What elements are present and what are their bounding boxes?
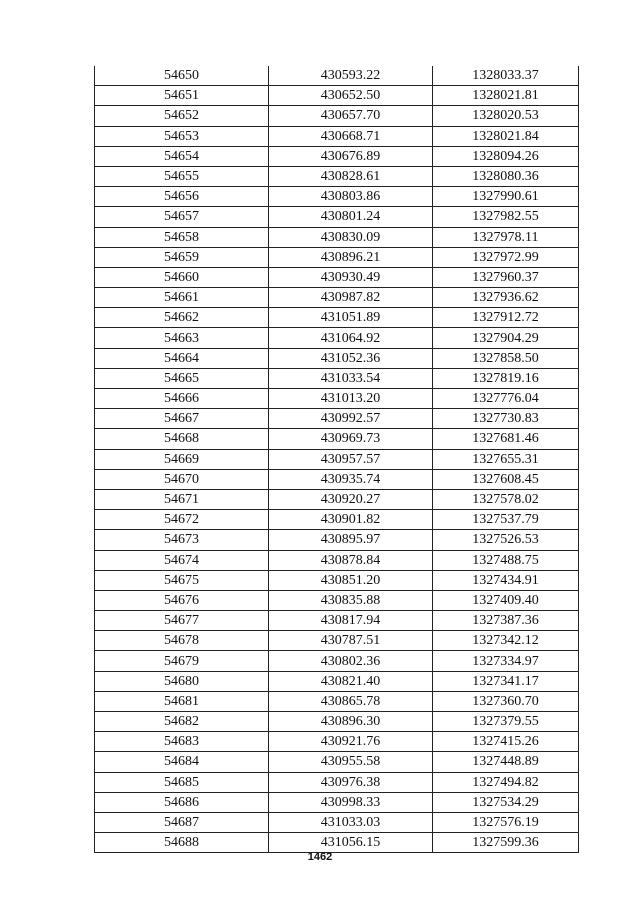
x-coordinate-cell: 430896.21	[269, 247, 433, 267]
table-row	[95, 429, 579, 449]
coordinates-table-body	[95, 66, 579, 853]
y-coordinate-cell: 1327576.19	[433, 812, 579, 832]
table-row	[95, 510, 579, 530]
point-id-cell: 54678	[95, 631, 269, 651]
y-coordinate-cell: 1327681.46	[433, 429, 579, 449]
point-id-cell: 54653	[95, 126, 269, 146]
table-row	[95, 126, 579, 146]
table-row	[95, 530, 579, 550]
table-row	[95, 631, 579, 651]
y-coordinate-cell: 1327776.04	[433, 389, 579, 409]
point-id-cell: 54662	[95, 308, 269, 328]
x-coordinate-cell: 430817.94	[269, 611, 433, 631]
y-coordinate-cell: 1328021.84	[433, 126, 579, 146]
y-coordinate-cell: 1328033.37	[433, 66, 579, 86]
table-row	[95, 247, 579, 267]
point-id-cell: 54683	[95, 732, 269, 752]
y-coordinate-cell: 1328020.53	[433, 106, 579, 126]
point-id-cell: 54658	[95, 227, 269, 247]
point-id-cell: 54677	[95, 611, 269, 631]
point-id-cell: 54686	[95, 792, 269, 812]
point-id-cell: 54663	[95, 328, 269, 348]
y-coordinate-cell: 1327578.02	[433, 489, 579, 509]
x-coordinate-cell: 430676.89	[269, 146, 433, 166]
x-coordinate-cell: 431064.92	[269, 328, 433, 348]
point-id-cell: 54661	[95, 288, 269, 308]
y-coordinate-cell: 1327334.97	[433, 651, 579, 671]
table-row	[95, 207, 579, 227]
table-row	[95, 611, 579, 631]
x-coordinate-cell: 431056.15	[269, 833, 433, 853]
table-row	[95, 590, 579, 610]
point-id-cell: 54657	[95, 207, 269, 227]
point-id-cell: 54656	[95, 187, 269, 207]
table-row	[95, 267, 579, 287]
table-row	[95, 772, 579, 792]
x-coordinate-cell: 430652.50	[269, 86, 433, 106]
point-id-cell: 54685	[95, 772, 269, 792]
x-coordinate-cell: 430830.09	[269, 227, 433, 247]
point-id-cell: 54668	[95, 429, 269, 449]
table-row	[95, 651, 579, 671]
point-id-cell: 54675	[95, 570, 269, 590]
point-id-cell: 54674	[95, 550, 269, 570]
point-id-cell: 54655	[95, 166, 269, 186]
table-row	[95, 288, 579, 308]
x-coordinate-cell: 430901.82	[269, 510, 433, 530]
y-coordinate-cell: 1327409.40	[433, 590, 579, 610]
x-coordinate-cell: 430835.88	[269, 590, 433, 610]
table-row	[95, 449, 579, 469]
x-coordinate-cell: 430803.86	[269, 187, 433, 207]
y-coordinate-cell: 1327655.31	[433, 449, 579, 469]
y-coordinate-cell: 1327972.99	[433, 247, 579, 267]
x-coordinate-cell: 430593.22	[269, 66, 433, 86]
y-coordinate-cell: 1327387.36	[433, 611, 579, 631]
table-row	[95, 106, 579, 126]
point-id-cell: 54684	[95, 752, 269, 772]
table-row	[95, 469, 579, 489]
point-id-cell: 54651	[95, 86, 269, 106]
y-coordinate-cell: 1327379.55	[433, 712, 579, 732]
y-coordinate-cell: 1327990.61	[433, 187, 579, 207]
y-coordinate-cell: 1327819.16	[433, 368, 579, 388]
point-id-cell: 54672	[95, 510, 269, 530]
y-coordinate-cell: 1327960.37	[433, 267, 579, 287]
x-coordinate-cell: 430821.40	[269, 671, 433, 691]
point-id-cell: 54682	[95, 712, 269, 732]
table-row	[95, 489, 579, 509]
table-row	[95, 732, 579, 752]
y-coordinate-cell: 1328094.26	[433, 146, 579, 166]
table-row	[95, 86, 579, 106]
y-coordinate-cell: 1327730.83	[433, 409, 579, 429]
table-row	[95, 792, 579, 812]
y-coordinate-cell: 1327912.72	[433, 308, 579, 328]
x-coordinate-cell: 431052.36	[269, 348, 433, 368]
y-coordinate-cell: 1327608.45	[433, 469, 579, 489]
table-row	[95, 812, 579, 832]
y-coordinate-cell: 1327858.50	[433, 348, 579, 368]
x-coordinate-cell: 430865.78	[269, 691, 433, 711]
table-row	[95, 146, 579, 166]
y-coordinate-cell: 1328080.36	[433, 166, 579, 186]
point-id-cell: 54666	[95, 389, 269, 409]
x-coordinate-cell: 430828.61	[269, 166, 433, 186]
y-coordinate-cell: 1327448.89	[433, 752, 579, 772]
y-coordinate-cell: 1327415.26	[433, 732, 579, 752]
table-row	[95, 691, 579, 711]
point-id-cell: 54673	[95, 530, 269, 550]
x-coordinate-cell: 430801.24	[269, 207, 433, 227]
x-coordinate-cell: 430998.33	[269, 792, 433, 812]
y-coordinate-cell: 1327526.53	[433, 530, 579, 550]
y-coordinate-cell: 1327599.36	[433, 833, 579, 853]
x-coordinate-cell: 430976.38	[269, 772, 433, 792]
y-coordinate-cell: 1327342.12	[433, 631, 579, 651]
y-coordinate-cell: 1327978.11	[433, 227, 579, 247]
table-row	[95, 368, 579, 388]
point-id-cell: 54669	[95, 449, 269, 469]
x-coordinate-cell: 430930.49	[269, 267, 433, 287]
table-row	[95, 187, 579, 207]
x-coordinate-cell: 430851.20	[269, 570, 433, 590]
x-coordinate-cell: 430787.51	[269, 631, 433, 651]
point-id-cell: 54654	[95, 146, 269, 166]
page-number: 1462	[307, 851, 333, 863]
y-coordinate-cell: 1327534.29	[433, 792, 579, 812]
table-row	[95, 570, 579, 590]
x-coordinate-cell: 430957.57	[269, 449, 433, 469]
x-coordinate-cell: 430802.36	[269, 651, 433, 671]
x-coordinate-cell: 430987.82	[269, 288, 433, 308]
point-id-cell: 54667	[95, 409, 269, 429]
point-id-cell: 54687	[95, 812, 269, 832]
x-coordinate-cell: 430896.30	[269, 712, 433, 732]
point-id-cell: 54679	[95, 651, 269, 671]
point-id-cell: 54659	[95, 247, 269, 267]
table-row	[95, 833, 579, 853]
x-coordinate-cell: 430921.76	[269, 732, 433, 752]
x-coordinate-cell: 431033.54	[269, 368, 433, 388]
table-row	[95, 227, 579, 247]
y-coordinate-cell: 1327360.70	[433, 691, 579, 711]
x-coordinate-cell: 430657.70	[269, 106, 433, 126]
table-row	[95, 348, 579, 368]
table-row	[95, 409, 579, 429]
table-row	[95, 308, 579, 328]
y-coordinate-cell: 1327982.55	[433, 207, 579, 227]
point-id-cell: 54688	[95, 833, 269, 853]
table-row	[95, 550, 579, 570]
x-coordinate-cell: 431051.89	[269, 308, 433, 328]
x-coordinate-cell: 431013.20	[269, 389, 433, 409]
x-coordinate-cell: 431033.03	[269, 812, 433, 832]
x-coordinate-cell: 430920.27	[269, 489, 433, 509]
x-coordinate-cell: 430969.73	[269, 429, 433, 449]
point-id-cell: 54652	[95, 106, 269, 126]
point-id-cell: 54670	[95, 469, 269, 489]
point-id-cell: 54671	[95, 489, 269, 509]
table-row	[95, 752, 579, 772]
table-row	[95, 66, 579, 86]
x-coordinate-cell: 430935.74	[269, 469, 433, 489]
point-id-cell: 54676	[95, 590, 269, 610]
y-coordinate-cell: 1328021.81	[433, 86, 579, 106]
x-coordinate-cell: 430668.71	[269, 126, 433, 146]
coordinates-table	[94, 66, 579, 853]
point-id-cell: 54664	[95, 348, 269, 368]
table-row	[95, 328, 579, 348]
y-coordinate-cell: 1327488.75	[433, 550, 579, 570]
point-id-cell: 54665	[95, 368, 269, 388]
x-coordinate-cell: 430955.58	[269, 752, 433, 772]
x-coordinate-cell: 430992.57	[269, 409, 433, 429]
table-row	[95, 166, 579, 186]
y-coordinate-cell: 1327537.79	[433, 510, 579, 530]
table-row	[95, 712, 579, 732]
point-id-cell: 54681	[95, 691, 269, 711]
y-coordinate-cell: 1327434.91	[433, 570, 579, 590]
point-id-cell: 54680	[95, 671, 269, 691]
x-coordinate-cell: 430895.97	[269, 530, 433, 550]
point-id-cell: 54650	[95, 66, 269, 86]
table-row	[95, 389, 579, 409]
y-coordinate-cell: 1327936.62	[433, 288, 579, 308]
point-id-cell: 54660	[95, 267, 269, 287]
table-row	[95, 671, 579, 691]
x-coordinate-cell: 430878.84	[269, 550, 433, 570]
y-coordinate-cell: 1327494.82	[433, 772, 579, 792]
y-coordinate-cell: 1327341.17	[433, 671, 579, 691]
y-coordinate-cell: 1327904.29	[433, 328, 579, 348]
